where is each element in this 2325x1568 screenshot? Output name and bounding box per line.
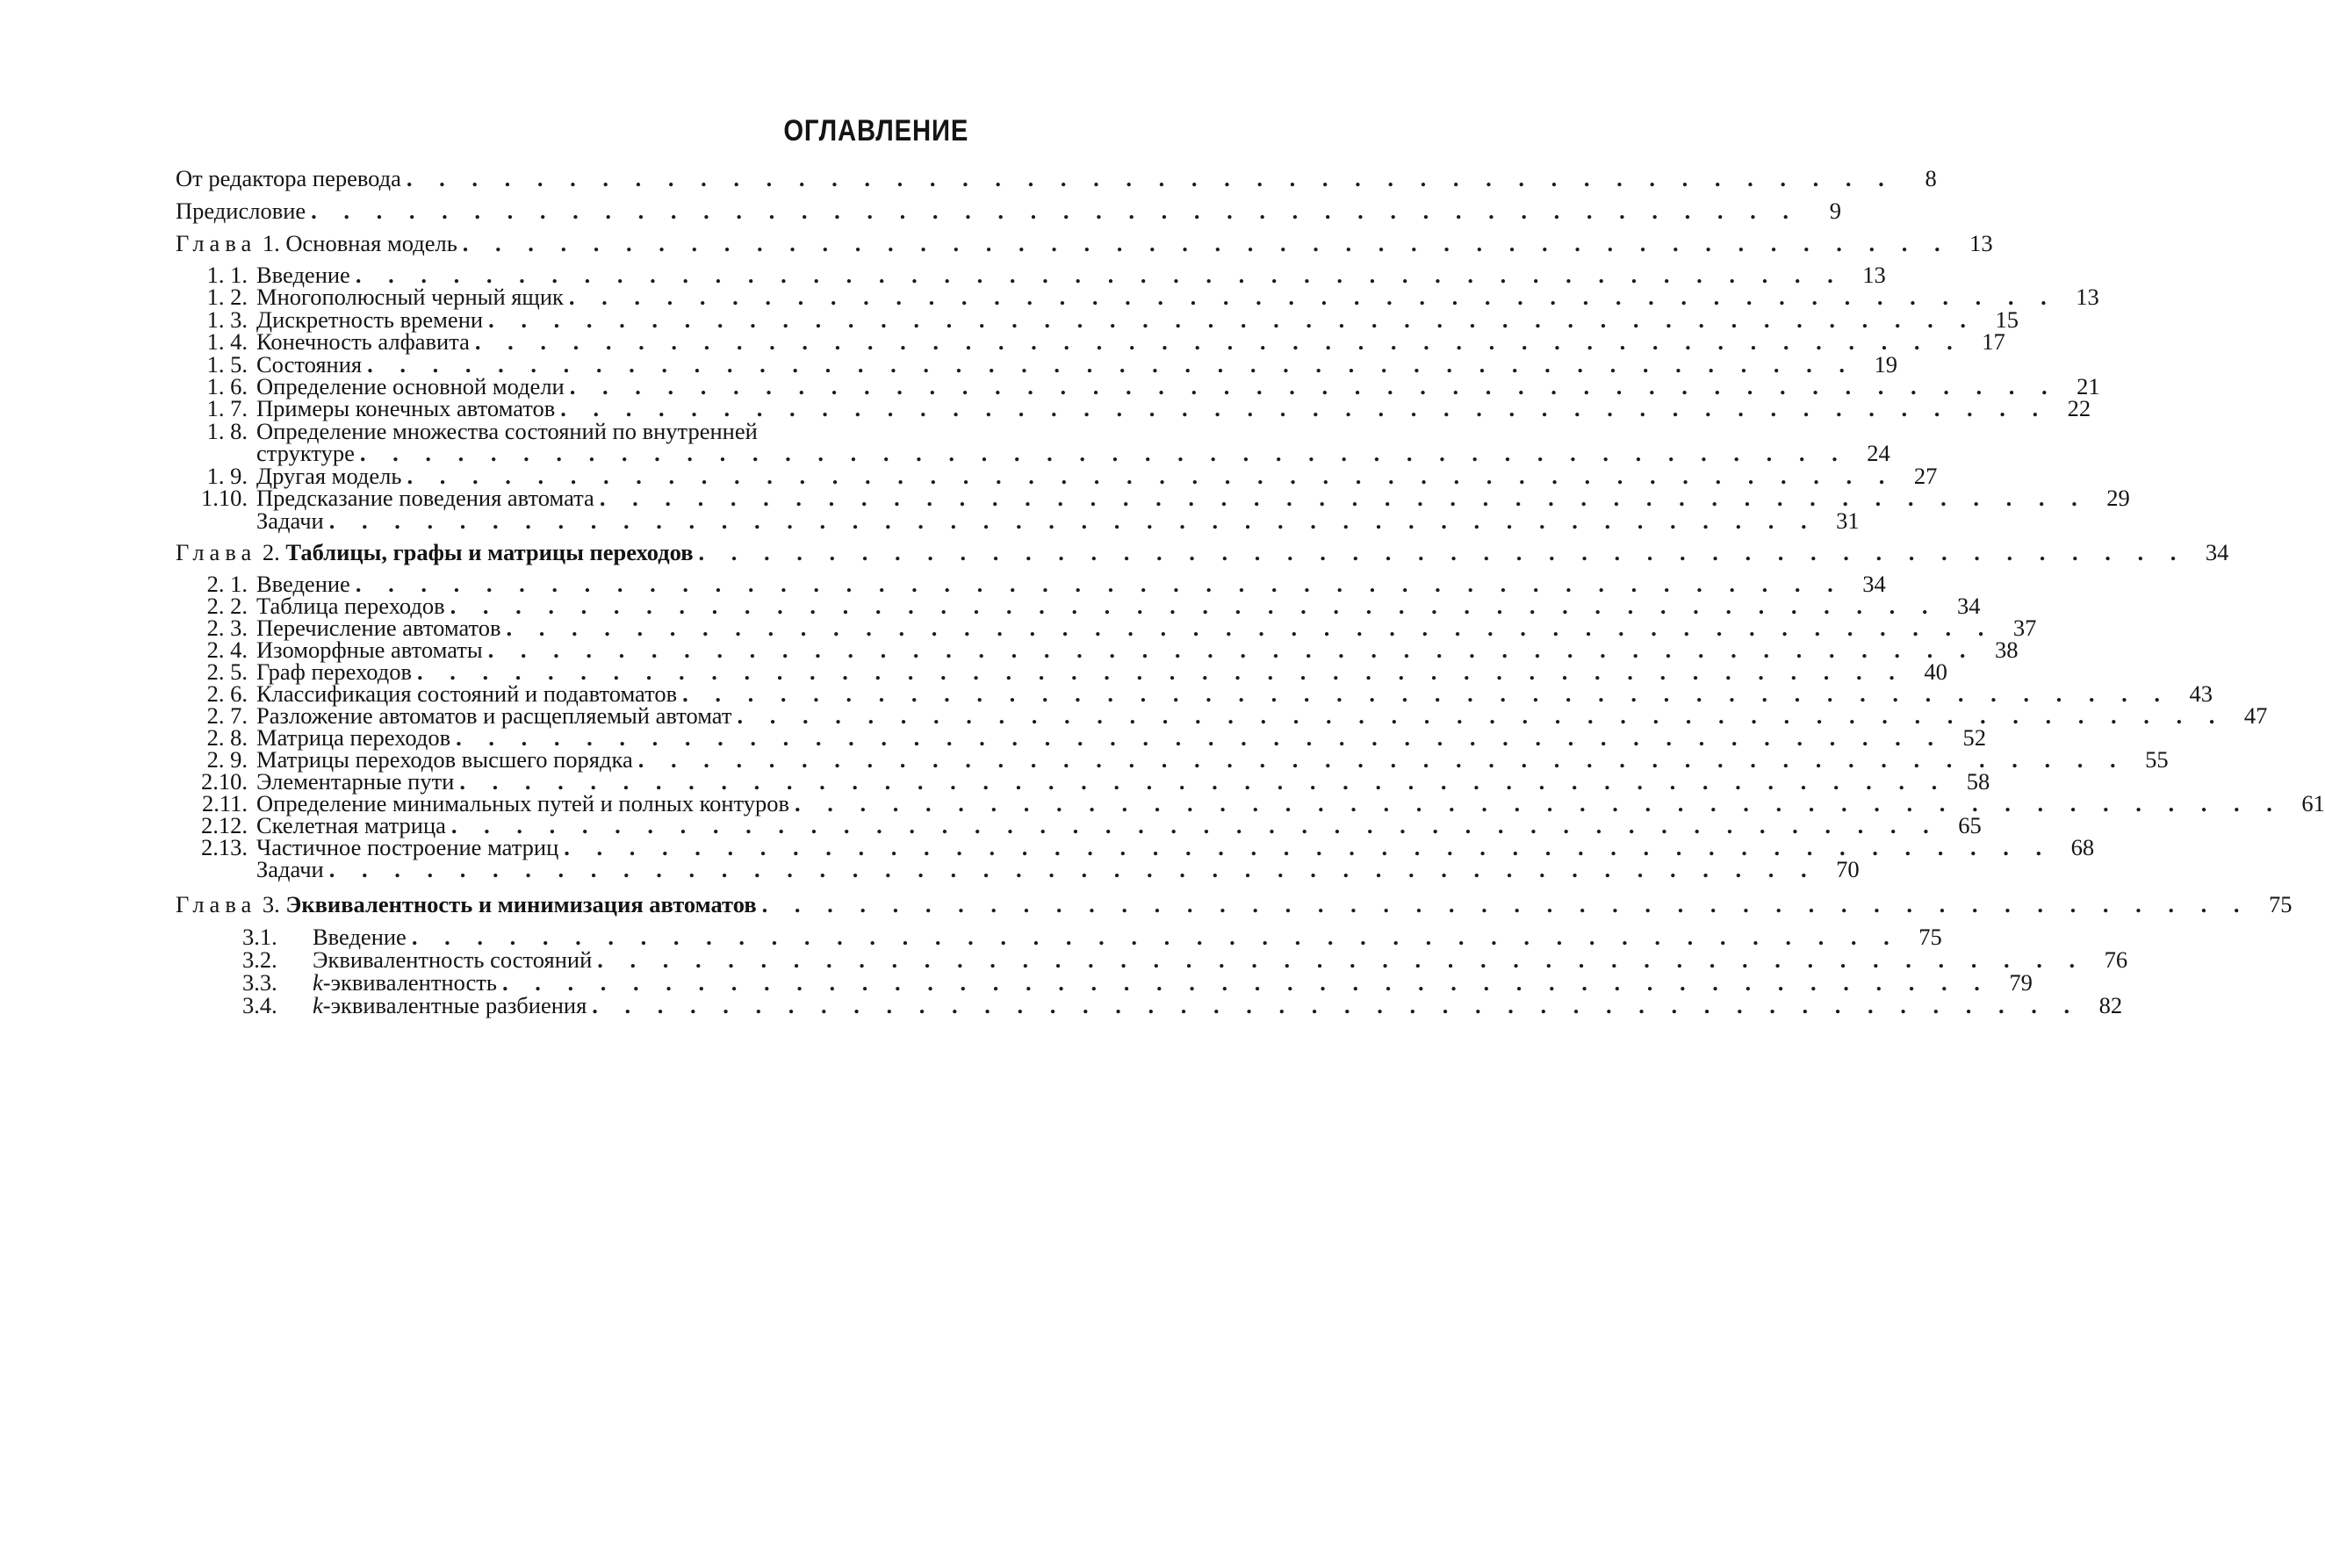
entry-label: Дискретность времени: [256, 306, 484, 333]
dot-leader: . . . . . . . . . . . . . . . . . . . . . . . . . . . . . . . . . . . . . . . . . . . . . .: [637, 746, 2127, 773]
entry-page: 79: [2009, 969, 2033, 996]
entry-label: Предисловие: [176, 198, 306, 224]
entry-page: 65: [1958, 812, 1982, 838]
entry-label-text: -эквивалентные разбиения: [322, 992, 587, 1018]
dot-leader: . . . . . . . . . . . . . . . . . . . . . . . . . . . . . . . . . . . . . . . . . . . . . .: [761, 891, 2250, 917]
section-number: 2.11.: [201, 790, 248, 816]
section-number: 2. 6.: [206, 680, 248, 707]
entry-page: 13: [2076, 284, 2099, 310]
entry-page: 34: [1862, 571, 1886, 597]
dot-leader: . . . . . . . . . . . . . . . . . . . . . . . . . . . . . . . . . . . . . . . . . . . . . .: [406, 165, 1895, 191]
section-number: 3.1.: [242, 924, 277, 950]
entry-label: Определение множества состояний по внутренней: [256, 418, 758, 444]
entry-page: 52: [1962, 724, 1986, 751]
dot-leader: . . . . . . . . . . . . . . . . . . . . . . . . . . . . . . . . . . . . . . . . . . . . . .: [501, 969, 1990, 996]
section-number: 1. 9.: [206, 463, 248, 489]
dot-leader: . . . . . . . . . . . . . . . . . . . . . . . . . . . . . . . . . . . . . . . . . . . . . .: [450, 812, 1940, 838]
toc-entry[interactable]: [176, 992, 2123, 1018]
dot-leader: . . . . . . . . . . . . . . . . . . . . . . . . . . . . . . . . . . . . . . . . . . . . . .: [459, 768, 1948, 795]
entry-label: Задачи: [256, 507, 324, 534]
entry-page: 68: [2070, 834, 2095, 860]
entry-page: 27: [1913, 463, 1938, 489]
entry-label: Введение: [313, 924, 407, 950]
dot-leader: . . . . . . . . . . . . . . . . . . . . . . . . . . . . . . . . . . . . . . . . . . . . . .: [328, 507, 1818, 534]
entry-label: Другая модель: [256, 463, 402, 489]
entry-page: 76: [2104, 946, 2128, 973]
dot-leader: . . . . . . . . . . . . . . . . . . . . . . . . . . . . . . . . . . . . . . . . . . . . . .: [355, 262, 1844, 288]
dot-leader: . . . . . . . . . . . . . . . . . . . . . . . . . . . . . . . . . . . . . . . . . . . . . .: [737, 702, 2226, 729]
dot-leader: . . . . . . . . . . . . . . . . . . . . . . . . . . . . . . . . . . . . . . . . . . . . . .: [569, 373, 2058, 399]
dot-leader: . . . . . . . . . . . . . . . . . . . . . . . . . . . . . . . . . . . . . . . . . . . . . .: [682, 680, 2170, 707]
entry-page: 47: [2243, 702, 2268, 729]
dot-leader: . . . . . . . . . . . . . . . . . . . . . . . . . . . . . . . . . . . . . . . . . . . . . .: [328, 856, 1818, 882]
entry-label: Матрица переходов: [256, 724, 451, 751]
k-symbol: k: [313, 969, 323, 996]
entry-page: 8: [1925, 165, 1937, 191]
entry-page: 13: [1969, 230, 1993, 256]
chapter-number: 2.: [262, 539, 280, 565]
entry-label: Введение: [256, 571, 350, 597]
dot-leader: . . . . . . . . . . . . . . . . . . . . . . . . . . . . . . . . . . . . . . . . . . . . . .: [417, 658, 1905, 685]
dot-leader: . . . . . . . . . . . . . . . . . . . . . . . . . . . . . . . . . . . . . . . . . . . . . .: [411, 924, 1900, 950]
section-number: 1. 3.: [206, 306, 248, 333]
entry-page: 21: [2077, 373, 2100, 399]
dot-leader: . . . . . . . . . . . . . . . . . . . . . . . . . . . . . . . . . . . . . . . . . . . . . .: [367, 351, 1855, 378]
dot-leader: . . . . . . . . . . . . . . . . . . . . . . . . . . . . . . . . . . . . . . . . . . . . . .: [450, 593, 1939, 619]
entry-page: 24: [1867, 440, 1890, 466]
chapter-number: 3.: [262, 891, 280, 917]
toc-entry[interactable]: [176, 507, 1860, 534]
entry-label: Конечность алфавита: [256, 328, 470, 355]
entry-page: 17: [1982, 328, 2005, 355]
entry-page: 75: [1918, 924, 1942, 950]
entry-page: 34: [1957, 593, 1981, 619]
entry-label: Разложение автоматов и расщепляемый автомат: [256, 702, 732, 729]
entry-label: Элементарные пути: [256, 768, 455, 795]
section-number: 2.10.: [201, 768, 248, 795]
entry-page: 58: [1966, 768, 1990, 795]
entry-page: 22: [2067, 395, 2091, 421]
section-number: 2. 4.: [206, 637, 248, 663]
chapter-heading[interactable]: [176, 891, 2293, 917]
section-number: 1. 6.: [206, 373, 248, 399]
k-symbol: k: [313, 992, 323, 1018]
entry-page: 9: [1829, 198, 1842, 224]
entry-page: 61: [2301, 790, 2325, 816]
chapter-number: 1.: [262, 230, 280, 256]
entry-label: Перечисление автоматов: [256, 615, 501, 641]
entry-label: От редактора перевода: [176, 165, 401, 191]
entry-page: 55: [2145, 746, 2169, 773]
dot-leader: . . . . . . . . . . . . . . . . . . . . . . . . . . . . . . . . . . . . . . . . . . . . . .: [355, 571, 1844, 597]
chapter-label: [176, 539, 694, 565]
section-number: 1. 8.: [206, 418, 248, 444]
dot-leader: . . . . . . . . . . . . . . . . . . . . . . . . . . . . . . . . . . . . . . . . . . . . . .: [359, 440, 1848, 466]
dot-leader: . . . . . . . . . . . . . . . . . . . . . . . . . . . . . . . . . . . . . . . . . . . . . .: [698, 539, 2187, 565]
entry-label: Введение: [256, 262, 350, 288]
section-number: 2. 5.: [206, 658, 248, 685]
section-number: 1. 4.: [206, 328, 248, 355]
entry-page: 40: [1924, 658, 1947, 685]
entry-label: Матрицы переходов высшего порядка: [256, 746, 633, 773]
section-number: 3.3.: [242, 969, 277, 996]
dot-leader: . . . . . . . . . . . . . . . . . . . . . . . . . . . . . . . . . . . . . . . . . . . . . .: [795, 790, 2283, 816]
section-number: 3.4.: [242, 992, 277, 1018]
entry-label: Предсказание поведения автомата: [256, 485, 594, 511]
entry-label: Скелетная матрица: [256, 812, 446, 838]
dot-leader: . . . . . . . . . . . . . . . . . . . . . . . . . . . . . . . . . . . . . . . . . . . . . .: [474, 328, 1963, 355]
dot-leader: . . . . . . . . . . . . . . . . . . . . . . . . . . . . . . . . . . . . . . . . . . . . . .: [311, 198, 1800, 224]
dot-leader: . . . . . . . . . . . . . . . . . . . . . . . . . . . . . . . . . . . . . . . . . . . . . .: [568, 284, 2057, 310]
chapter-prefix: Глава: [176, 230, 257, 256]
entry-page: 13: [1862, 262, 1886, 288]
entry-page: 75: [2269, 891, 2293, 917]
dot-leader: . . . . . . . . . . . . . . . . . . . . . . . . . . . . . . . . . . . . . . . . . . . . . .: [488, 306, 1976, 333]
chapter-title: Основная модель: [285, 230, 457, 256]
chapter-label: [176, 891, 757, 917]
section-number: 2. 8.: [206, 724, 248, 751]
toc-entry[interactable]: [176, 198, 1842, 224]
dot-leader: . . . . . . . . . . . . . . . . . . . . . . . . . . . . . . . . . . . . . . . . . . . . . .: [456, 724, 1944, 751]
section-number: 2.12.: [201, 812, 248, 838]
entry-page: 70: [1836, 856, 1860, 882]
section-number: 1. 1.: [206, 262, 248, 288]
entry-label: Состояния: [256, 351, 363, 378]
entry-label: Задачи: [256, 856, 324, 882]
section-number: 2. 7.: [206, 702, 248, 729]
entry-page: 34: [2205, 539, 2229, 565]
entry-label: Многополюсный черный ящик: [256, 284, 564, 310]
entry-label-text: -эквивалентность: [322, 969, 497, 996]
dot-leader: . . . . . . . . . . . . . . . . . . . . . . . . . . . . . . . . . . . . . . . . . . . . . .: [487, 637, 1976, 663]
entry-label: Определение минимальных путей и полных контуров: [256, 790, 790, 816]
section-number: 3.2.: [242, 946, 277, 973]
section-number: 2. 1.: [206, 571, 248, 597]
section-number: 1. 5.: [206, 351, 248, 378]
entry-page: 43: [2189, 680, 2213, 707]
dot-leader: . . . . . . . . . . . . . . . . . . . . . . . . . . . . . . . . . . . . . . . . . . . . . .: [560, 395, 2049, 421]
chapter-title: Таблицы, графы и матрицы переходов: [285, 539, 694, 565]
table-of-contents: [176, 0, 2325, 1568]
dot-leader: . . . . . . . . . . . . . . . . . . . . . . . . . . . . . . . . . . . . . . . . . . . . . .: [564, 834, 2053, 860]
toc-entry[interactable]: [176, 165, 1937, 191]
chapter-label: [176, 230, 457, 256]
entry-page: 29: [2106, 485, 2130, 511]
dot-leader: . . . . . . . . . . . . . . . . . . . . . . . . . . . . . . . . . . . . . . . . . . . . . .: [462, 230, 1951, 256]
dot-leader: . . . . . . . . . . . . . . . . . . . . . . . . . . . . . . . . . . . . . . . . . . . . . .: [599, 485, 2088, 511]
entry-page: 31: [1836, 507, 1860, 534]
entry-page: 37: [2012, 615, 2037, 641]
entry-label: Изоморфные автоматы: [256, 637, 483, 663]
chapter-heading[interactable]: [176, 539, 2229, 565]
section-number: 1. 2.: [206, 284, 248, 310]
entry-page: 15: [1995, 306, 2019, 333]
entry-label: Примеры конечных автоматов: [256, 395, 556, 421]
entry-label: Частичное построение матриц: [256, 834, 559, 860]
section-number: 2.13.: [201, 834, 248, 860]
entry-label: Граф переходов: [256, 658, 413, 685]
entry-label: [313, 992, 587, 1018]
section-number: 1. 7.: [206, 395, 248, 421]
entry-label: Таблица переходов: [256, 593, 445, 619]
entry-label: Эквивалентность состояний: [313, 946, 593, 973]
entry-page: 19: [1874, 351, 1897, 378]
chapter-title: Эквивалентность и минимизация автоматов: [285, 891, 757, 917]
entry-label: Классификация состояний и подавтоматов: [256, 680, 678, 707]
dot-leader: . . . . . . . . . . . . . . . . . . . . . . . . . . . . . . . . . . . . . . . . . . . . . .: [597, 946, 2086, 973]
section-number: 1.10.: [201, 485, 248, 511]
page-title: ОГЛАВЛЕНИЕ: [783, 114, 968, 147]
entry-label-continued: структуре: [256, 440, 355, 466]
entry-page: 38: [1995, 637, 2019, 663]
toc-entry[interactable]: [176, 856, 1860, 882]
dot-leader: . . . . . . . . . . . . . . . . . . . . . . . . . . . . . . . . . . . . . . . . . . . . . .: [592, 992, 2081, 1018]
dot-leader: . . . . . . . . . . . . . . . . . . . . . . . . . . . . . . . . . . . . . . . . . . . . . .: [506, 615, 1995, 641]
section-number: 2. 9.: [206, 746, 248, 773]
chapter-prefix: Глава: [176, 891, 257, 917]
entry-label: Определение основной модели: [256, 373, 565, 399]
chapter-prefix: Глава: [176, 539, 257, 565]
dot-leader: . . . . . . . . . . . . . . . . . . . . . . . . . . . . . . . . . . . . . . . . . . . . . .: [407, 463, 1896, 489]
chapter-heading[interactable]: [176, 230, 1993, 256]
entry-page: 82: [2098, 992, 2123, 1018]
section-number: 2. 2.: [206, 593, 248, 619]
section-number: 2. 3.: [206, 615, 248, 641]
